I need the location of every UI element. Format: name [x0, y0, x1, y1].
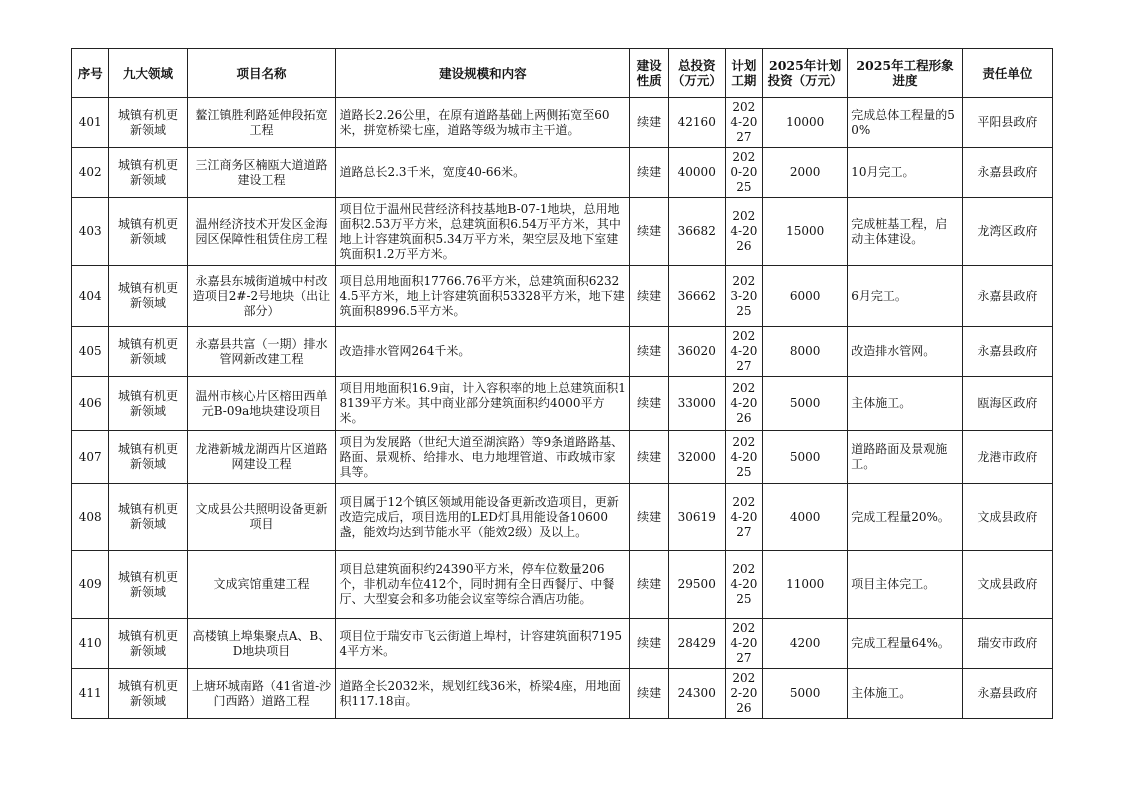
cell-plan: 5000: [763, 431, 848, 484]
cell-unit: 永嘉县政府: [962, 327, 1052, 377]
table-row: [72, 98, 1053, 148]
table-row: [72, 377, 1053, 431]
cell-seq: 409: [72, 551, 109, 619]
cell-scale: 道路长2.26公里，在原有道路基础上两侧拓宽至60米，拼宽桥梁七座，道路等级为城市主干道。: [336, 98, 630, 148]
cell-progress: 主体施工。: [848, 669, 963, 719]
cell-invest: 29500: [668, 551, 725, 619]
header-seq: 序号: [72, 49, 109, 98]
cell-plan: 11000: [763, 551, 848, 619]
cell-name: 上塘环城南路（41省道-沙门西路）道路工程: [187, 669, 336, 719]
cell-progress: 完成工程量20%。: [848, 484, 963, 551]
cell-unit: 永嘉县政府: [962, 148, 1052, 198]
cell-unit: 文成县政府: [962, 484, 1052, 551]
cell-unit: 永嘉县政府: [962, 669, 1052, 719]
cell-progress: 完成总体工程量的50%: [848, 98, 963, 148]
cell-period: 2020-2025: [725, 148, 762, 198]
cell-invest: 40000: [668, 148, 725, 198]
cell-nature: 续建: [630, 669, 669, 719]
table-row: [72, 327, 1053, 377]
cell-seq: 411: [72, 669, 109, 719]
cell-nature: 续建: [630, 148, 669, 198]
cell-period: 2024-2026: [725, 198, 762, 266]
cell-progress: 改造排水管网。: [848, 327, 963, 377]
cell-period: 2024-2027: [725, 619, 762, 669]
table-row: [72, 266, 1053, 327]
cell-name: 三江商务区楠瓯大道道路建设工程: [187, 148, 336, 198]
cell-invest: 36662: [668, 266, 725, 327]
cell-scale: 项目总建筑面积约24390平方米，停车位数量206个，非机动车位412个，同时拥有全日西餐厅、中餐厅、大型宴会和多功能会议室等综合酒店功能。: [336, 551, 630, 619]
cell-seq: 407: [72, 431, 109, 484]
cell-field: 城镇有机更新领域: [109, 148, 187, 198]
cell-plan: 5000: [763, 669, 848, 719]
cell-scale: 改造排水管网264千米。: [336, 327, 630, 377]
cell-invest: 36682: [668, 198, 725, 266]
cell-name: 文成县公共照明设备更新项目: [187, 484, 336, 551]
cell-progress: 完成桩基工程，启动主体建设。: [848, 198, 963, 266]
header-nature: 建设性质: [630, 49, 669, 98]
cell-period: 2024-2026: [725, 377, 762, 431]
cell-invest: 30619: [668, 484, 725, 551]
header-invest: 总投资（万元）: [668, 49, 725, 98]
cell-nature: 续建: [630, 431, 669, 484]
cell-nature: 续建: [630, 619, 669, 669]
cell-field: 城镇有机更新领域: [109, 551, 187, 619]
cell-period: 2024-2025: [725, 551, 762, 619]
cell-plan: 4200: [763, 619, 848, 669]
cell-invest: 36020: [668, 327, 725, 377]
cell-name: 温州市核心片区榕田西单元B-09a地块建设项目: [187, 377, 336, 431]
cell-name: 永嘉县共富（一期）排水管网新改建工程: [187, 327, 336, 377]
cell-name: 温州经济技术开发区金海园区保障性租赁住房工程: [187, 198, 336, 266]
table-row: [72, 484, 1053, 551]
cell-nature: 续建: [630, 484, 669, 551]
table-row: [72, 669, 1053, 719]
cell-field: 城镇有机更新领域: [109, 619, 187, 669]
cell-scale: 项目用地面积16.9亩，计入容积率的地上总建筑面积18139平方米。其中商业部分建筑面积约4000平方米。: [336, 377, 630, 431]
cell-name: 文成宾馆重建工程: [187, 551, 336, 619]
cell-progress: 10月完工。: [848, 148, 963, 198]
cell-period: 2022-2026: [725, 669, 762, 719]
cell-unit: 永嘉县政府: [962, 266, 1052, 327]
cell-nature: 续建: [630, 266, 669, 327]
cell-scale: 项目位于瑞安市飞云街道上埠村，计容建筑面积71954平方米。: [336, 619, 630, 669]
cell-seq: 404: [72, 266, 109, 327]
cell-period: 2024-2027: [725, 327, 762, 377]
cell-field: 城镇有机更新领域: [109, 377, 187, 431]
cell-seq: 406: [72, 377, 109, 431]
cell-scale: 道路总长2.3千米，宽度40-66米。: [336, 148, 630, 198]
cell-field: 城镇有机更新领域: [109, 98, 187, 148]
cell-seq: 401: [72, 98, 109, 148]
cell-unit: 文成县政府: [962, 551, 1052, 619]
cell-field: 城镇有机更新领域: [109, 198, 187, 266]
cell-nature: 续建: [630, 327, 669, 377]
cell-field: 城镇有机更新领域: [109, 431, 187, 484]
cell-unit: 瑞安市政府: [962, 619, 1052, 669]
cell-period: 2024-2027: [725, 98, 762, 148]
cell-progress: 主体施工。: [848, 377, 963, 431]
cell-scale: 项目位于温州民营经济科技基地B-07-1地块，总用地面积2.53万平方米，总建筑面积6.54万平方米，其中地上计容建筑面积5.34万平方米，架空层及地下室建筑面积1.2万平方米。: [336, 198, 630, 266]
cell-name: 高楼镇上埠集聚点A、B、D地块项目: [187, 619, 336, 669]
cell-plan: 4000: [763, 484, 848, 551]
cell-seq: 410: [72, 619, 109, 669]
cell-unit: 龙湾区政府: [962, 198, 1052, 266]
table-row: [72, 551, 1053, 619]
cell-period: 2023-2025: [725, 266, 762, 327]
cell-progress: 道路路面及景观施工。: [848, 431, 963, 484]
cell-plan: 8000: [763, 327, 848, 377]
cell-seq: 402: [72, 148, 109, 198]
cell-scale: 项目属于12个镇区领域用能设备更新改造项目，更新改造完成后，项目选用的LED灯具用能设备10600盏，能效均达到节能水平（能效2级）及以上。: [336, 484, 630, 551]
cell-name: 永嘉县东城街道城中村改造项目2#-2号地块（出让部分）: [187, 266, 336, 327]
header-name: 项目名称: [187, 49, 336, 98]
cell-plan: 5000: [763, 377, 848, 431]
cell-invest: 33000: [668, 377, 725, 431]
cell-field: 城镇有机更新领域: [109, 484, 187, 551]
cell-nature: 续建: [630, 377, 669, 431]
cell-progress: 项目主体完工。: [848, 551, 963, 619]
header-progress-2025: 2025年工程形象进度: [848, 49, 963, 98]
header-plan-2025: 2025年计划投资（万元）: [763, 49, 848, 98]
cell-period: 2024-2025: [725, 431, 762, 484]
cell-seq: 403: [72, 198, 109, 266]
cell-progress: 6月完工。: [848, 266, 963, 327]
header-field: 九大领域: [109, 49, 187, 98]
cell-progress: 完成工程量64%。: [848, 619, 963, 669]
cell-invest: 32000: [668, 431, 725, 484]
cell-name: 龙港新城龙湖西片区道路网建设工程: [187, 431, 336, 484]
cell-unit: 瓯海区政府: [962, 377, 1052, 431]
cell-invest: 24300: [668, 669, 725, 719]
cell-unit: 平阳县政府: [962, 98, 1052, 148]
table-row: [72, 148, 1053, 198]
project-table: [71, 48, 1053, 719]
header-row: [72, 49, 1053, 98]
cell-seq: 405: [72, 327, 109, 377]
table-row: [72, 198, 1053, 266]
cell-invest: 42160: [668, 98, 725, 148]
cell-plan: 6000: [763, 266, 848, 327]
cell-nature: 续建: [630, 551, 669, 619]
cell-nature: 续建: [630, 98, 669, 148]
cell-period: 2024-2027: [725, 484, 762, 551]
header-unit: 责任单位: [962, 49, 1052, 98]
cell-field: 城镇有机更新领域: [109, 327, 187, 377]
cell-nature: 续建: [630, 198, 669, 266]
cell-invest: 28429: [668, 619, 725, 669]
cell-plan: 10000: [763, 98, 848, 148]
cell-plan: 2000: [763, 148, 848, 198]
header-scale: 建设规模和内容: [336, 49, 630, 98]
cell-scale: 项目总用地面积17766.76平方米，总建筑面积62324.5平方米，地上计容建筑面积53328平方米，地下建筑面积8996.5平方米。: [336, 266, 630, 327]
cell-field: 城镇有机更新领域: [109, 669, 187, 719]
header-period: 计划工期: [725, 49, 762, 98]
cell-scale: 道路全长2032米，规划红线36米，桥梁4座，用地面积117.18亩。: [336, 669, 630, 719]
cell-scale: 项目为发展路（世纪大道至湖滨路）等9条道路路基、路面、景观桥、给排水、电力地埋管道、市政城市家具等。: [336, 431, 630, 484]
cell-field: 城镇有机更新领域: [109, 266, 187, 327]
cell-plan: 15000: [763, 198, 848, 266]
cell-unit: 龙港市政府: [962, 431, 1052, 484]
table-row: [72, 619, 1053, 669]
cell-seq: 408: [72, 484, 109, 551]
cell-name: 鳌江镇胜利路延伸段拓宽工程: [187, 98, 336, 148]
table-row: [72, 431, 1053, 484]
